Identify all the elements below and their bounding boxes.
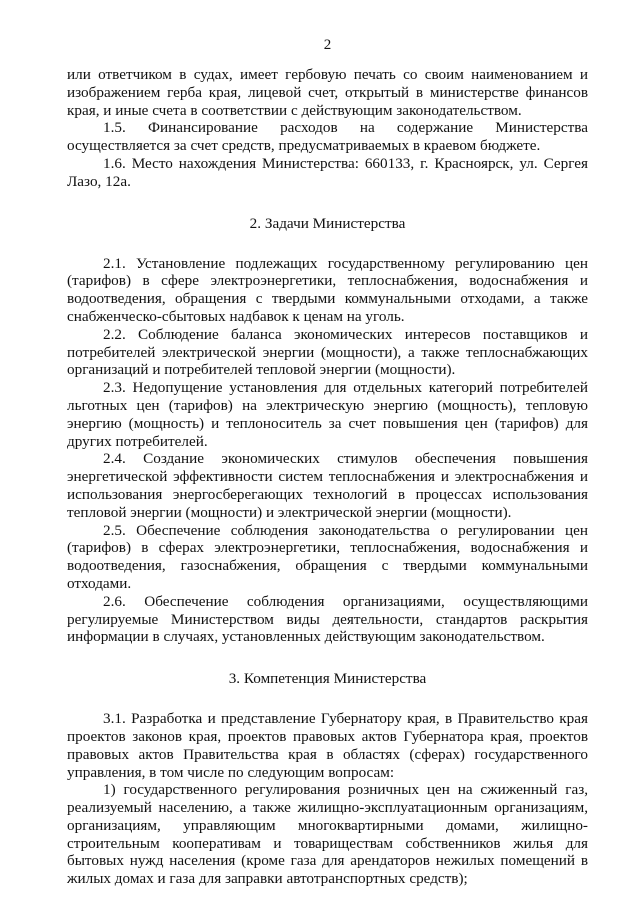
paragraph-2-2: 2.2. Соблюдение баланса экономических интересов поставщиков и потребителей электрической энергии (мощности), а также теплоснабжающих организаций и потребителей тепловой энергии (мощности).	[67, 325, 588, 379]
paragraph-1-5: 1.5. Финансирование расходов на содержание Министерства осуществляется за счет средств, предусматриваемых в краевом бюджете.	[67, 119, 588, 155]
section-3-heading: 3. Компетенция Министерства	[228, 670, 427, 688]
section-2-body	[67, 255, 588, 647]
paragraph-2-6: 2.6. Обеспечение соблюдения организациями, осуществляющими регулируемые Министерством виды деятельности, стандартов раскрытия информации в случаях, установленных действующим законодательством.	[67, 592, 588, 646]
section-2-heading: 2. Задачи Министерства	[249, 214, 406, 232]
intro-block	[67, 66, 588, 191]
paragraph-2-4: 2.4. Создание экономических стимулов обеспечения повышения энергетической эффективности систем теплоснабжения и электроснабжения и использования энергосберегающих технологий в процессах использования тепловой энергии (мощности) и электрической энергии (мощности).	[67, 450, 588, 521]
paragraph-2-1: 2.1. Установление подлежащих государственному регулированию цен (тарифов) в сфере электроэнергетики, теплоснабжения, водоснабжения и водоотведения, обращения с твердыми коммунальными отходами, а также снабженческо-сбытовых надбавок к ценам на уголь.	[67, 254, 588, 325]
paragraph-1-4-continuation: или ответчиком в судах, имеет гербовую печать со своим наименованием и изображением герба края, лицевой счет, открытый в министерстве финансов края, и иные счета в соответствии с действующим законодательством.	[67, 66, 588, 119]
section-3-body	[67, 710, 588, 888]
paragraph-1-6: 1.6. Место нахождения Министерства: 660133, г. Красноярск, ул. Сергея Лазо, 12а.	[67, 154, 588, 190]
page-number: 2	[323, 37, 332, 53]
paragraph-2-3: 2.3. Недопущение установления для отдельных категорий потребителей льготных цен (тарифов) на электрическую энергию (мощность), тепловую энергию (мощность) и теплоноситель за счет повышения цен (тарифов) для других потребителей.	[67, 379, 588, 450]
paragraph-2-5: 2.5. Обеспечение соблюдения законодательства о регулировании цен (тарифов) в сферах электроэнергетики, теплоснабжения, водоснабжения и водоотведения, газоснабжения, обращения с твердыми коммунальными отходами.	[67, 521, 588, 592]
paragraph-3-1-item-1: 1) государственного регулирования розничных цен на сжиженный газ, реализуемый населению, а также жилищно-эксплуатационным организациям, организациям, управляющим многоквартирными домами, жилищно-строительным кооперативам и товариществам собственников жилья для бытовых нужд населения (кроме газа для арендаторов нежилых помещений в жилых домах и газа для заправки автотранспортных средств);	[67, 781, 588, 888]
paragraph-3-1: 3.1. Разработка и представление Губернатору края, в Правительство края проектов законов края, проектов правовых актов Губернатора края, проектов правовых актов Правительства края в областях (сферах) государственного управления, в том числе по следующим вопросам:	[67, 710, 588, 781]
